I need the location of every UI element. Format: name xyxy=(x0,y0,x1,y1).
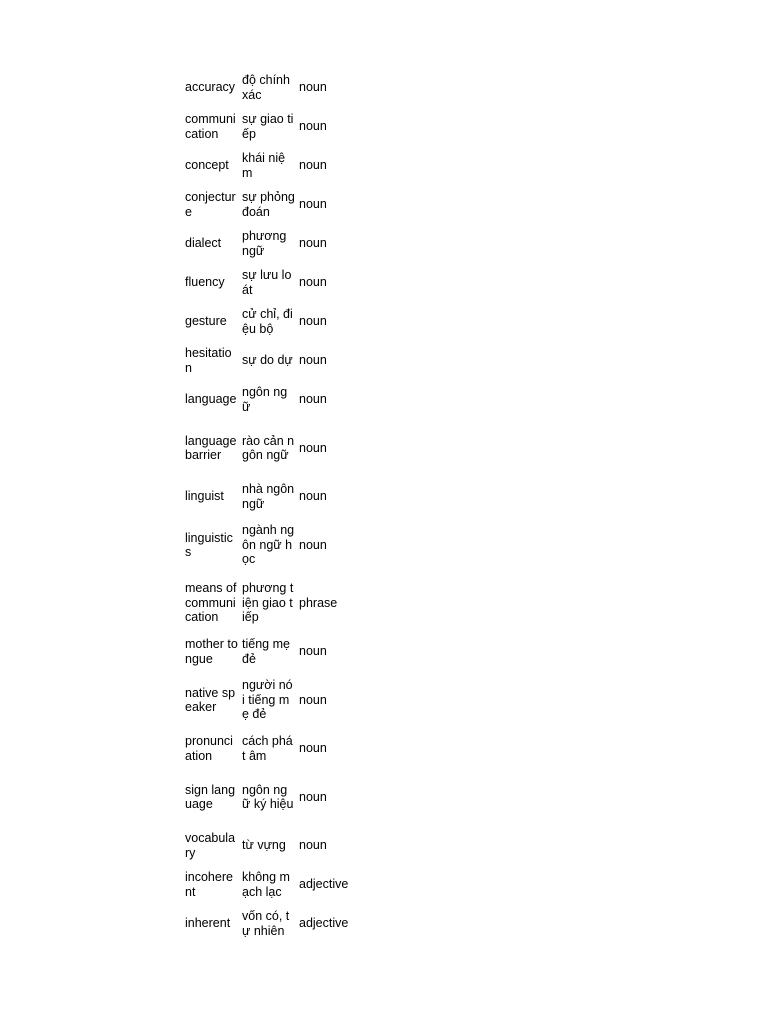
word-type-cell: adjective xyxy=(299,877,349,892)
meaning-cell: tiếng mẹ đẻ xyxy=(242,637,290,666)
table-row xyxy=(183,516,367,574)
table-row xyxy=(183,671,367,729)
word-type-cell: noun xyxy=(299,489,327,504)
table-row xyxy=(183,904,367,943)
word-type-cell: noun xyxy=(299,353,327,368)
word-type-cell: noun xyxy=(299,119,327,134)
word-cell: conjecture xyxy=(185,190,236,219)
word-type-cell: noun xyxy=(299,644,327,659)
word-type-cell: noun xyxy=(299,392,327,407)
word-cell: means of communication xyxy=(185,581,237,625)
table-row xyxy=(183,768,367,826)
meaning-cell: phương tiện giao tiếp xyxy=(242,581,294,625)
word-cell: sign language xyxy=(185,782,236,811)
meaning-cell: cử chỉ, điệu bộ xyxy=(242,307,293,336)
meaning-cell: sự do dự xyxy=(242,353,293,368)
table-row xyxy=(183,263,367,302)
word-cell: linguist xyxy=(185,489,224,504)
word-cell: gesture xyxy=(185,314,227,329)
word-type-cell: noun xyxy=(299,236,327,251)
word-cell: vocabulary xyxy=(185,831,236,860)
word-cell: mother tongue xyxy=(185,637,238,666)
vocabulary-table xyxy=(183,68,367,943)
word-cell: accuracy xyxy=(185,80,236,95)
table-row xyxy=(183,826,367,865)
word-type-cell: noun xyxy=(299,314,327,329)
table-row xyxy=(183,302,367,341)
table-row xyxy=(183,729,367,768)
word-cell: incoherent xyxy=(185,870,233,899)
word-type-cell: noun xyxy=(299,838,327,853)
meaning-cell: người nói tiếng mẹ đẻ xyxy=(242,678,293,722)
table-row xyxy=(183,146,367,185)
meaning-cell: cách phát âm xyxy=(242,734,293,763)
meaning-cell: ngôn ngữ xyxy=(242,385,288,414)
word-type-cell: noun xyxy=(299,80,327,95)
meaning-cell: ngành ngôn ngữ học xyxy=(242,523,295,567)
table-row xyxy=(183,380,367,419)
word-type-cell: noun xyxy=(299,692,327,707)
meaning-cell: sự lưu loát xyxy=(242,268,292,297)
meaning-cell: không mạch lạc xyxy=(242,870,290,899)
meaning-cell: ngôn ngữ ký hiệu xyxy=(242,782,294,811)
meaning-cell: độ chính xác xyxy=(242,73,290,102)
word-cell: inherent xyxy=(185,916,231,931)
word-cell: hesitation xyxy=(185,346,232,375)
word-cell: pronunciation xyxy=(185,734,233,763)
word-cell: communication xyxy=(185,112,236,141)
word-type-cell: noun xyxy=(299,197,327,212)
table-row xyxy=(183,574,367,632)
table-row xyxy=(183,477,367,516)
word-cell: language xyxy=(185,392,237,407)
word-cell: concept xyxy=(185,158,229,173)
meaning-cell: rào cản ngôn ngữ xyxy=(242,433,295,462)
word-type-cell: noun xyxy=(299,440,327,455)
word-cell: fluency xyxy=(185,275,225,290)
word-type-cell: noun xyxy=(299,158,327,173)
table-row xyxy=(183,341,367,380)
vocabulary-table-body xyxy=(183,68,367,943)
meaning-cell: sự phỏng đoán xyxy=(242,190,295,219)
table-row xyxy=(183,107,367,146)
word-cell: dialect xyxy=(185,236,222,251)
word-type-cell: phrase xyxy=(299,595,338,610)
meaning-cell: phương ngữ xyxy=(242,229,287,258)
table-row xyxy=(183,865,367,904)
table-row xyxy=(183,68,367,107)
word-type-cell: noun xyxy=(299,741,327,756)
meaning-cell: sự giao tiếp xyxy=(242,112,294,141)
word-type-cell: noun xyxy=(299,275,327,290)
meaning-cell: vốn có, tự nhiên xyxy=(242,909,290,938)
meaning-cell: nhà ngôn ngữ xyxy=(242,482,295,511)
word-type-cell: adjective xyxy=(299,916,349,931)
word-type-cell: noun xyxy=(299,789,327,804)
word-type-cell: noun xyxy=(299,537,327,552)
table-row xyxy=(183,632,367,671)
word-cell: linguistics xyxy=(185,530,233,559)
table-row xyxy=(183,185,367,224)
word-cell: native speaker xyxy=(185,685,236,714)
table-row xyxy=(183,419,367,477)
table-row xyxy=(183,224,367,263)
word-cell: language barrier xyxy=(185,433,237,462)
meaning-cell: khái niệm xyxy=(242,151,286,180)
meaning-cell: từ vựng xyxy=(242,838,286,853)
